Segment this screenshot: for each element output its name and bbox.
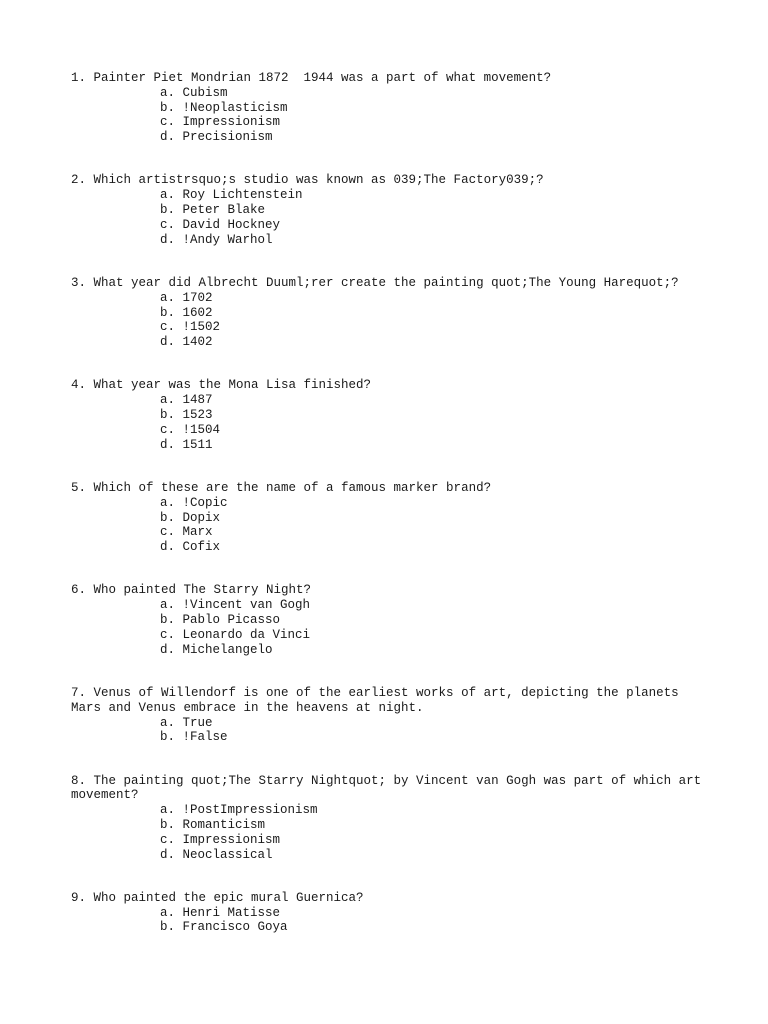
option: d. 1402 [160, 335, 213, 350]
question-text: 5. Which of these are the name of a famous marker brand? [71, 480, 492, 495]
option-list [71, 598, 708, 657]
option-list [71, 803, 708, 862]
option: d. !Andy Warhol [160, 232, 273, 247]
option-list [71, 906, 708, 936]
option-list [71, 86, 708, 145]
question-text: 7. Venus of Willendorf is one of the earliest works of art, depicting the planets Mars and Venus embrace in the heavens at night. [71, 685, 687, 715]
question-1 [71, 71, 708, 145]
option: a. True [160, 715, 213, 730]
question-7 [71, 686, 708, 745]
question-text: 6. Who painted The Starry Night? [71, 583, 312, 598]
option: a. Henri Matisse [160, 905, 281, 920]
option: a. !PostImpressionism [160, 803, 318, 818]
option: c. Leonardo da Vinci [160, 627, 311, 642]
option: c. Impressionism [160, 115, 281, 130]
option: d. Precisionism [160, 130, 273, 145]
option: a. 1487 [160, 393, 213, 408]
option: c. Impressionism [160, 832, 281, 847]
option: b. 1523 [160, 408, 213, 423]
option-list [71, 188, 708, 247]
option: b. Pablo Picasso [160, 613, 281, 628]
option: a. !Vincent van Gogh [160, 598, 311, 613]
option: b. Romanticism [160, 817, 266, 832]
option-list [71, 496, 708, 555]
question-text: 9. Who painted the epic mural Guernica? [71, 890, 364, 905]
question-5 [71, 481, 708, 555]
question-text: 4. What year was the Mona Lisa finished? [71, 378, 372, 393]
option-list [71, 291, 708, 350]
question-8 [71, 774, 708, 863]
option: a. Cubism [160, 85, 228, 100]
option: b. Francisco Goya [160, 920, 288, 935]
option: a. !Copic [160, 495, 228, 510]
option-list [71, 716, 708, 746]
option: d. Neoclassical [160, 847, 273, 862]
option: c. !1504 [160, 422, 221, 437]
option: a. 1702 [160, 290, 213, 305]
option: c. Marx [160, 525, 213, 540]
option: b. 1602 [160, 305, 213, 320]
option: a. Roy Lichtenstein [160, 188, 303, 203]
option: b. Peter Blake [160, 203, 266, 218]
option-list [71, 393, 708, 452]
question-3 [71, 276, 708, 350]
option: c. !1502 [160, 320, 221, 335]
option: c. David Hockney [160, 217, 281, 232]
question-text: 8. The painting quot;The Starry Nightquot; by Vincent van Gogh was part of which art movement? [71, 773, 709, 803]
option: d. Michelangelo [160, 642, 273, 657]
question-text: 2. Which artistrsquo;s studio was known as 039;The Factory039;? [71, 173, 544, 188]
question-9 [71, 891, 708, 935]
question-6 [71, 583, 708, 657]
question-text: 3. What year did Albrecht Duuml;rer create the painting quot;The Young Harequot;? [71, 275, 679, 290]
question-4 [71, 378, 708, 452]
option: d. Cofix [160, 540, 221, 555]
question-text: 1. Painter Piet Mondrian 1872 1944 was a part of what movement? [71, 71, 552, 85]
option: b. !Neoplasticism [160, 100, 288, 115]
option: b. !False [160, 730, 228, 745]
option: b. Dopix [160, 510, 221, 525]
question-2 [71, 173, 708, 247]
option: d. 1511 [160, 437, 213, 452]
